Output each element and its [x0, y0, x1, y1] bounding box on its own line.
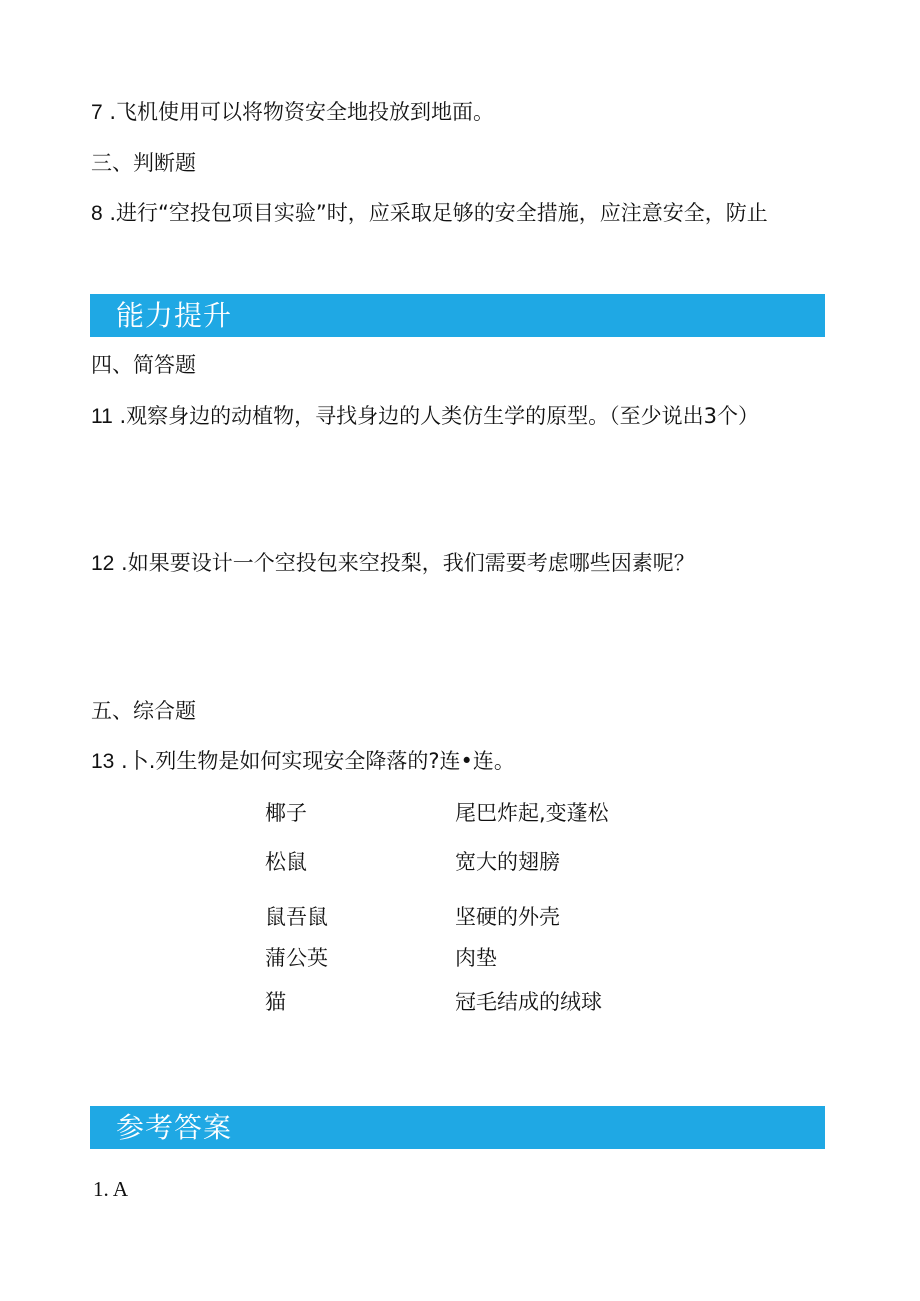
matching-left-item: 鼠吾鼠: [265, 905, 328, 929]
matching-left-item: 猫: [265, 990, 286, 1014]
question-text: .卜.列生物是如何实现安全降落的?连•连。: [121, 749, 515, 773]
matching-right-item: 宽大的翅膀: [455, 850, 560, 874]
section-heading-judgement: 三、判断题: [91, 151, 196, 175]
matching-right-item: 坚硬的外壳: [455, 905, 560, 929]
matching-left-item: 蒲公英: [265, 946, 328, 970]
banner-reference-answers: [90, 1106, 825, 1149]
section-heading-comprehensive: 五、综合题: [91, 699, 196, 723]
matching-right-item: 冠毛结成的绒球: [455, 990, 602, 1014]
question-text: .如果要设计一个空投包来空投梨，我们需要考虑哪些因素呢？: [121, 551, 695, 575]
section-heading-short-answer: 四、简答题: [91, 353, 196, 377]
question-number: 8: [91, 202, 103, 225]
question-13: [91, 747, 515, 776]
question-text: .进行“空投包项目实验”时，应采取足够的安全措施，应注意安全，防止: [109, 201, 768, 225]
question-text: .飞机使用可以将物资安全地投放到地面。: [109, 100, 495, 124]
question-7: [91, 98, 494, 127]
banner-ability-improvement: [90, 294, 825, 337]
banner-title: 参考答案: [116, 1111, 233, 1144]
question-number: 12: [91, 552, 115, 575]
question-number: 11: [91, 405, 113, 428]
matching-right-item: 尾巴炸起,变蓬松: [455, 801, 609, 825]
matching-right-item: 肉垫: [455, 946, 497, 970]
banner-title: 能力提升: [116, 299, 233, 332]
question-number: 7: [91, 101, 103, 124]
matching-left-item: 椰子: [265, 801, 307, 825]
question-text: .观察身边的动植物，寻找身边的人类仿生学的原型。（至少说出3个）: [119, 404, 760, 428]
question-number: 13: [91, 750, 115, 773]
question-12: [91, 549, 695, 578]
matching-left-item: 松鼠: [265, 850, 307, 874]
question-8: [91, 199, 768, 228]
question-11: [91, 402, 759, 431]
answer-1: 1. A: [93, 1177, 129, 1201]
